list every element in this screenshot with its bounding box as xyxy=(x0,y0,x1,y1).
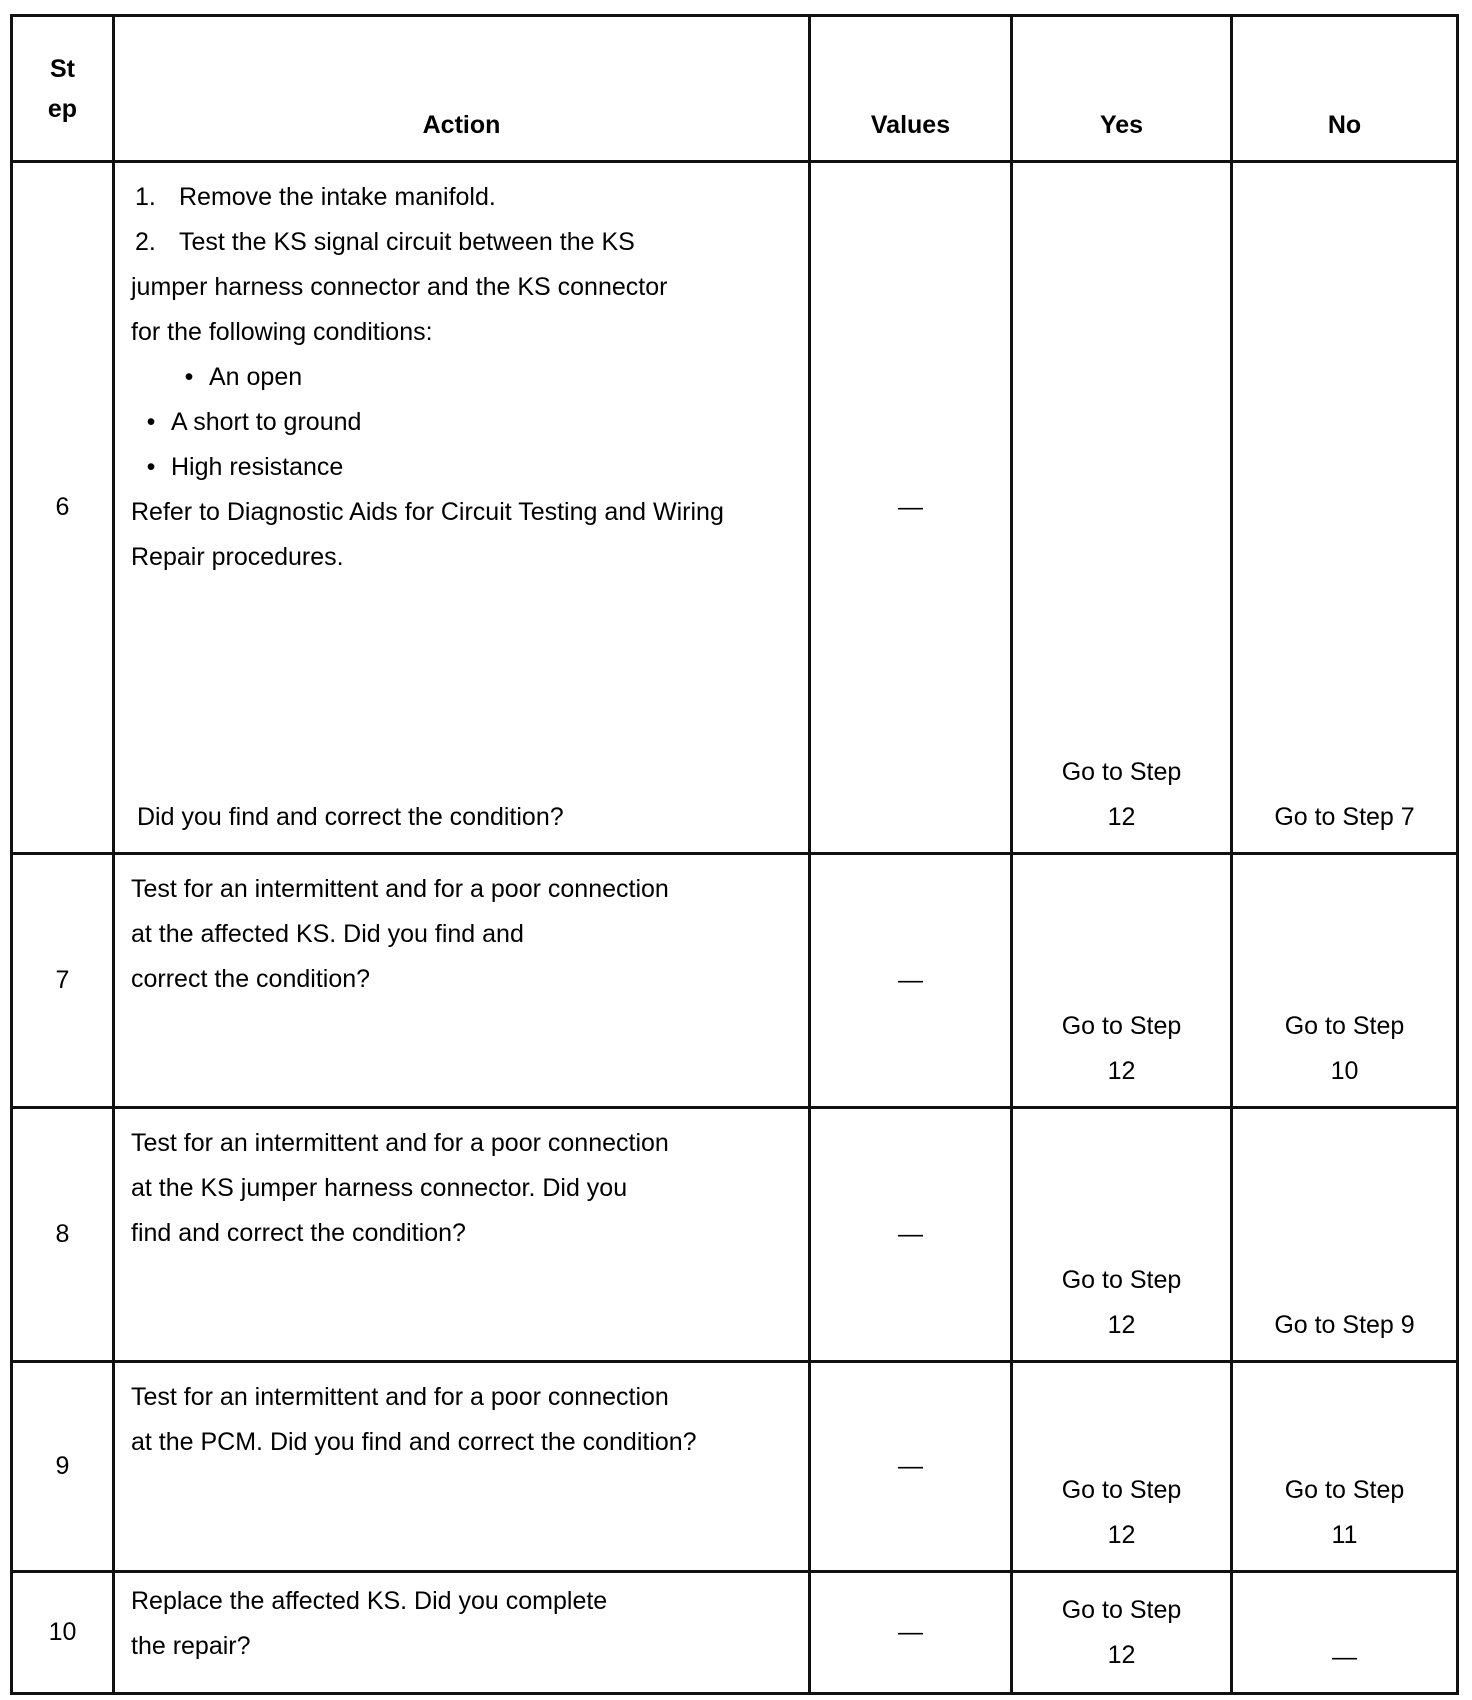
no-cell: Go to Step 9 xyxy=(1232,1108,1458,1362)
no-cell: — xyxy=(1232,1572,1458,1694)
step-number: 8 xyxy=(12,1108,114,1362)
action-text: Test for an intermittent and for a poor connection xyxy=(131,1129,669,1157)
bullet-item: • High resistance xyxy=(146,453,344,481)
table-row xyxy=(12,854,1458,1108)
values-cell: — xyxy=(810,162,1012,854)
action-text: Repair procedures. xyxy=(131,543,344,571)
header-values: Values xyxy=(810,16,1012,162)
action-text: correct the condition? xyxy=(131,965,371,993)
no-cell: Go to Step 7 xyxy=(1232,162,1458,854)
action-cell xyxy=(114,854,810,1108)
values-cell: — xyxy=(810,854,1012,1108)
header-no: No xyxy=(1232,16,1458,162)
diagnostic-table xyxy=(10,14,1459,1695)
step-number: 10 xyxy=(12,1572,114,1694)
numbered-item: 2. Test the KS signal circuit between the KS xyxy=(135,228,635,256)
action-text: find and correct the condition? xyxy=(131,1219,466,1247)
action-text: the repair? xyxy=(131,1632,251,1660)
header-action: Action xyxy=(114,16,810,162)
bullet-item: • An open xyxy=(184,363,303,391)
header-row xyxy=(12,16,1458,162)
no-cell: Go to Step 10 xyxy=(1232,854,1458,1108)
yes-cell: Go to Step 12 xyxy=(1012,1572,1232,1694)
action-text: at the KS jumper harness connector. Did you xyxy=(131,1174,628,1202)
table-row xyxy=(12,162,1458,854)
action-cell xyxy=(114,1572,810,1694)
header-step-line1: St xyxy=(50,54,75,83)
bullet-item: • A short to ground xyxy=(146,408,362,436)
table-row xyxy=(12,1572,1458,1694)
header-yes: Yes xyxy=(1012,16,1232,162)
yes-cell: Go to Step 12 xyxy=(1012,1362,1232,1572)
step-number: 7 xyxy=(12,854,114,1108)
header-step-line2: ep xyxy=(47,94,78,123)
yes-cell: Go to Step 12 xyxy=(1012,854,1232,1108)
no-cell: Go to Step 11 xyxy=(1232,1362,1458,1572)
header-step xyxy=(12,16,114,162)
values-cell: — xyxy=(810,1108,1012,1362)
yes-cell: Go to Step 12 xyxy=(1012,162,1232,854)
table-row xyxy=(12,1362,1458,1572)
action-cell xyxy=(114,1362,810,1572)
action-cell xyxy=(114,162,810,854)
action-cell xyxy=(114,1108,810,1362)
numbered-item: 1. Remove the intake manifold. xyxy=(135,183,496,211)
action-text: for the following conditions: xyxy=(131,318,433,346)
step-number: 6 xyxy=(12,162,114,854)
action-question: Did you find and correct the condition? xyxy=(137,803,564,831)
table-row xyxy=(12,1108,1458,1362)
yes-cell: Go to Step 12 xyxy=(1012,1108,1232,1362)
action-text: at the affected KS. Did you find and xyxy=(131,920,524,948)
action-text: at the PCM. Did you find and correct the condition? xyxy=(131,1428,697,1456)
action-text: jumper harness connector and the KS connector xyxy=(131,273,668,301)
values-cell: — xyxy=(810,1362,1012,1572)
action-text: Replace the affected KS. Did you complete xyxy=(131,1587,608,1615)
action-text: Refer to Diagnostic Aids for Circuit Testing and Wiring xyxy=(131,498,724,526)
action-text: Test for an intermittent and for a poor connection xyxy=(131,1383,669,1411)
step-number: 9 xyxy=(12,1362,114,1572)
values-cell: — xyxy=(810,1572,1012,1694)
action-text: Test for an intermittent and for a poor connection xyxy=(131,875,669,903)
